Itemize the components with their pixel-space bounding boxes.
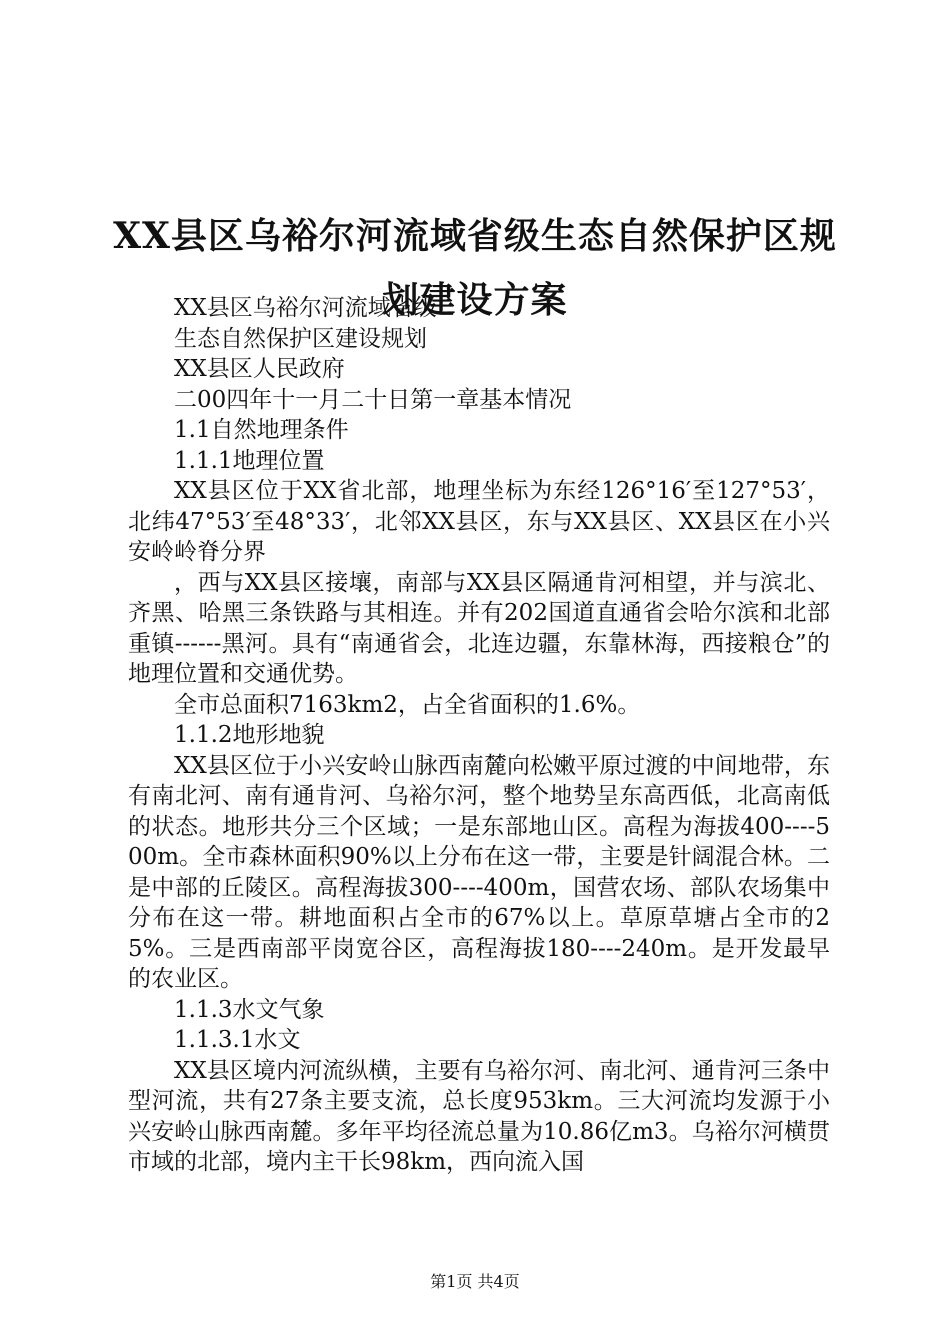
section-heading-1-1-3: 1.1.3水文气象 bbox=[174, 996, 325, 1023]
page-footer: 第1页 共4页 bbox=[430, 1272, 520, 1291]
cover-line-2: 生态自然保护区建设规划 bbox=[174, 325, 427, 352]
cover-date-chapter: 二00四年十一月二十日第一章基本情况 bbox=[174, 386, 572, 413]
paragraph-hydrology: XX县区境内河流纵横，主要有乌裕尔河、南北河、通肯河三条中型河流，共有27条主要支流，总长度953km。三大河流均发源于小兴安岭山脉西南麓。多年平均径流总量为10.86亿m3。乌裕尔河横贯市域的北部，境内主干长98km，西向流入国 bbox=[128, 1057, 830, 1175]
section-heading-1-1-3-1: 1.1.3.1水文 bbox=[174, 1027, 301, 1053]
section-heading-1-1-2: 1.1.2地形地貌 bbox=[174, 722, 325, 748]
document-body bbox=[128, 293, 830, 1178]
section-heading-1-1: 1.1自然地理条件 bbox=[174, 417, 349, 443]
cover-line-1: XX县区乌裕尔河流域省级 bbox=[174, 295, 437, 321]
paragraph-terrain: XX县区位于小兴安岭山脉西南麓向松嫩平原过渡的中间地带，东有南北河、南有通肯河、乌裕尔河，整个地势呈东高西低，北高南低的状态。地形共分三个区域；一是东部地山区。高程为海拔400----500m。全市森林面积90%以上分布在这一带，主要是针阔混合林。二是中部的丘陵区。高程海拔300----400m，国营农场、部队农场集中分布在这一带。耕地面积占全市的67%以上。草原草塘占全市的25%。三是西南部平岗宽谷区，高程海拔180----240m。是开发最早的农业区。 bbox=[128, 752, 830, 992]
section-heading-1-1-1: 1.1.1地理位置 bbox=[174, 447, 325, 474]
paragraph-area: 全市总面积7163km2，占全省面积的1.6%。 bbox=[174, 691, 641, 718]
cover-issuer: XX县区人民政府 bbox=[174, 356, 345, 382]
document-title: XX县区乌裕尔河流域省级生态自然保护区规划建设方案 bbox=[113, 215, 837, 322]
paragraph-location: XX县区位于XX省北部，地理坐标为东经126°16′至127°53′，北纬47°53′至48°33′，北邻XX县区，东与XX县区、XX县区在小兴安岭岭脊分界 bbox=[128, 478, 830, 565]
paragraph-location-cont: ，西与XX县区接壤，南部与XX县区隔通肯河相望，并与滨北、齐黑、哈黑三条铁路与其相连。并有202国道直通省会哈尔滨和北部重镇------黑河。具有“南通省会，北连边疆，东靠林海，西接粮仓”的地理位置和交通优势。 bbox=[128, 569, 830, 687]
